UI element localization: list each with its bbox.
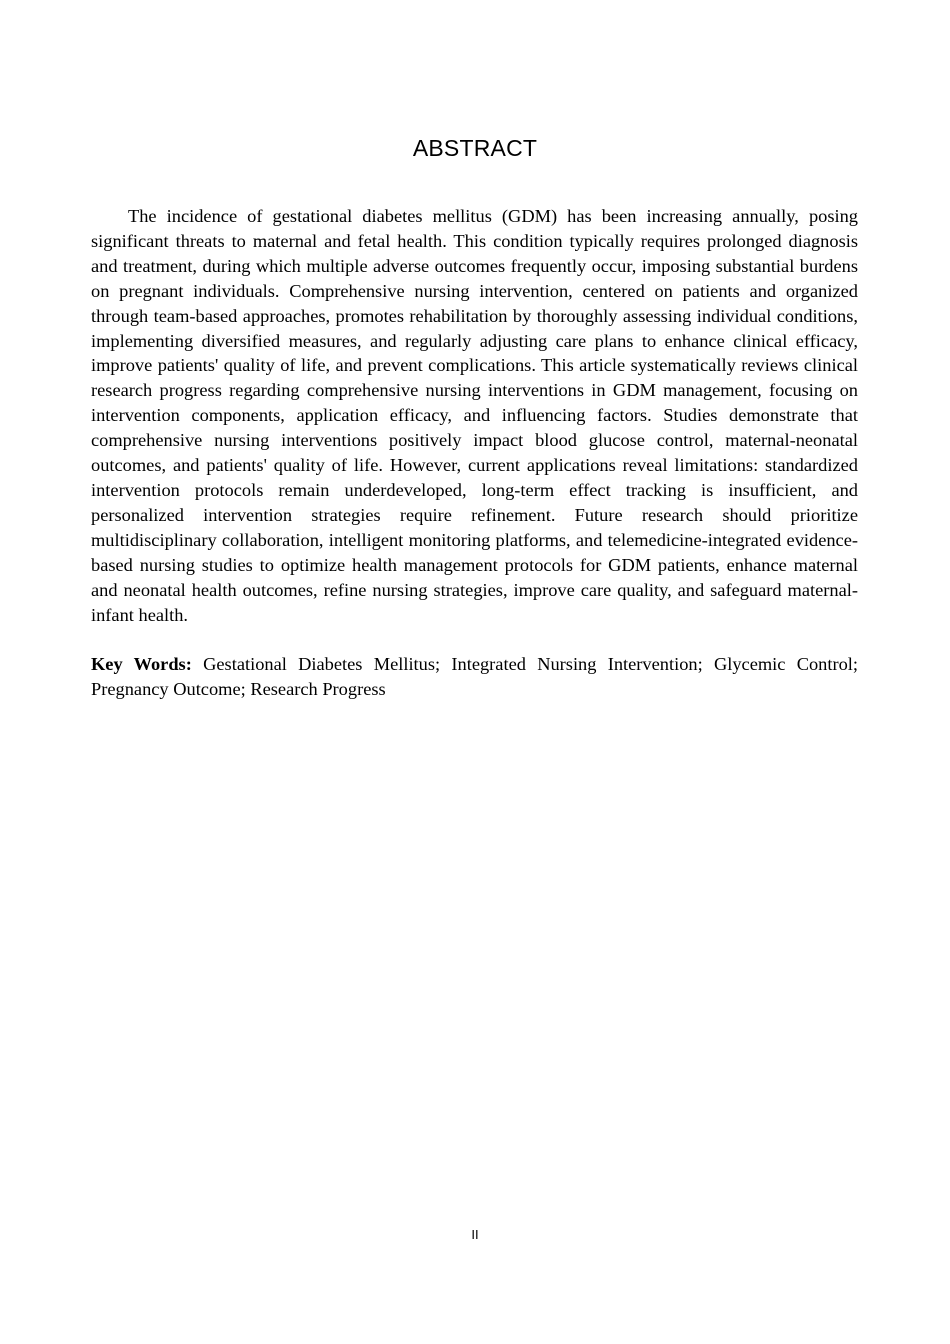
page-number: II [471, 1227, 479, 1242]
keywords-paragraph [91, 652, 858, 702]
abstract-paragraph: The incidence of gestational diabetes mellitus (GDM) has been increasing annually, posing significant threats to maternal and fetal health. This condition typically requires prolonged diagnosis and treatment, during which multiple adverse outcomes frequently occur, imposing substantial burdens on pregnant individuals. Comprehensive nursing intervention, centered on patients and organized through team-based approaches, promotes rehabilitation by thoroughly assessing individual conditions, implementing diversified measures, and regularly adjusting care plans to enhance clinical efficacy, improve patients' quality of life, and prevent complications. This article systematically reviews clinical research progress regarding comprehensive nursing interventions in GDM management, focusing on intervention components, application efficacy, and influencing factors. Studies demonstrate that comprehensive nursing interventions positively impact blood glucose control, maternal-neonatal outcomes, and patients' quality of life. However, current applications reveal limitations: standardized intervention protocols remain underdeveloped, long-term effect tracking is insufficient, and personalized intervention strategies require refinement. Future research should prioritize multidisciplinary collaboration, intelligent monitoring platforms, and telemedicine-integrated evidence-based nursing studies to optimize health management protocols for GDM patients, enhance maternal and neonatal health outcomes, refine nursing strategies, improve care quality, and safeguard maternal-infant health. [91, 206, 858, 625]
keywords-list: Gestational Diabetes Mellitus; Integrated Nursing Intervention; Glycemic Control; Pregnancy Outcome; Research Progress [91, 654, 859, 699]
page-title: ABSTRACT [412, 135, 538, 161]
keywords-label: Key Words: [91, 654, 192, 674]
